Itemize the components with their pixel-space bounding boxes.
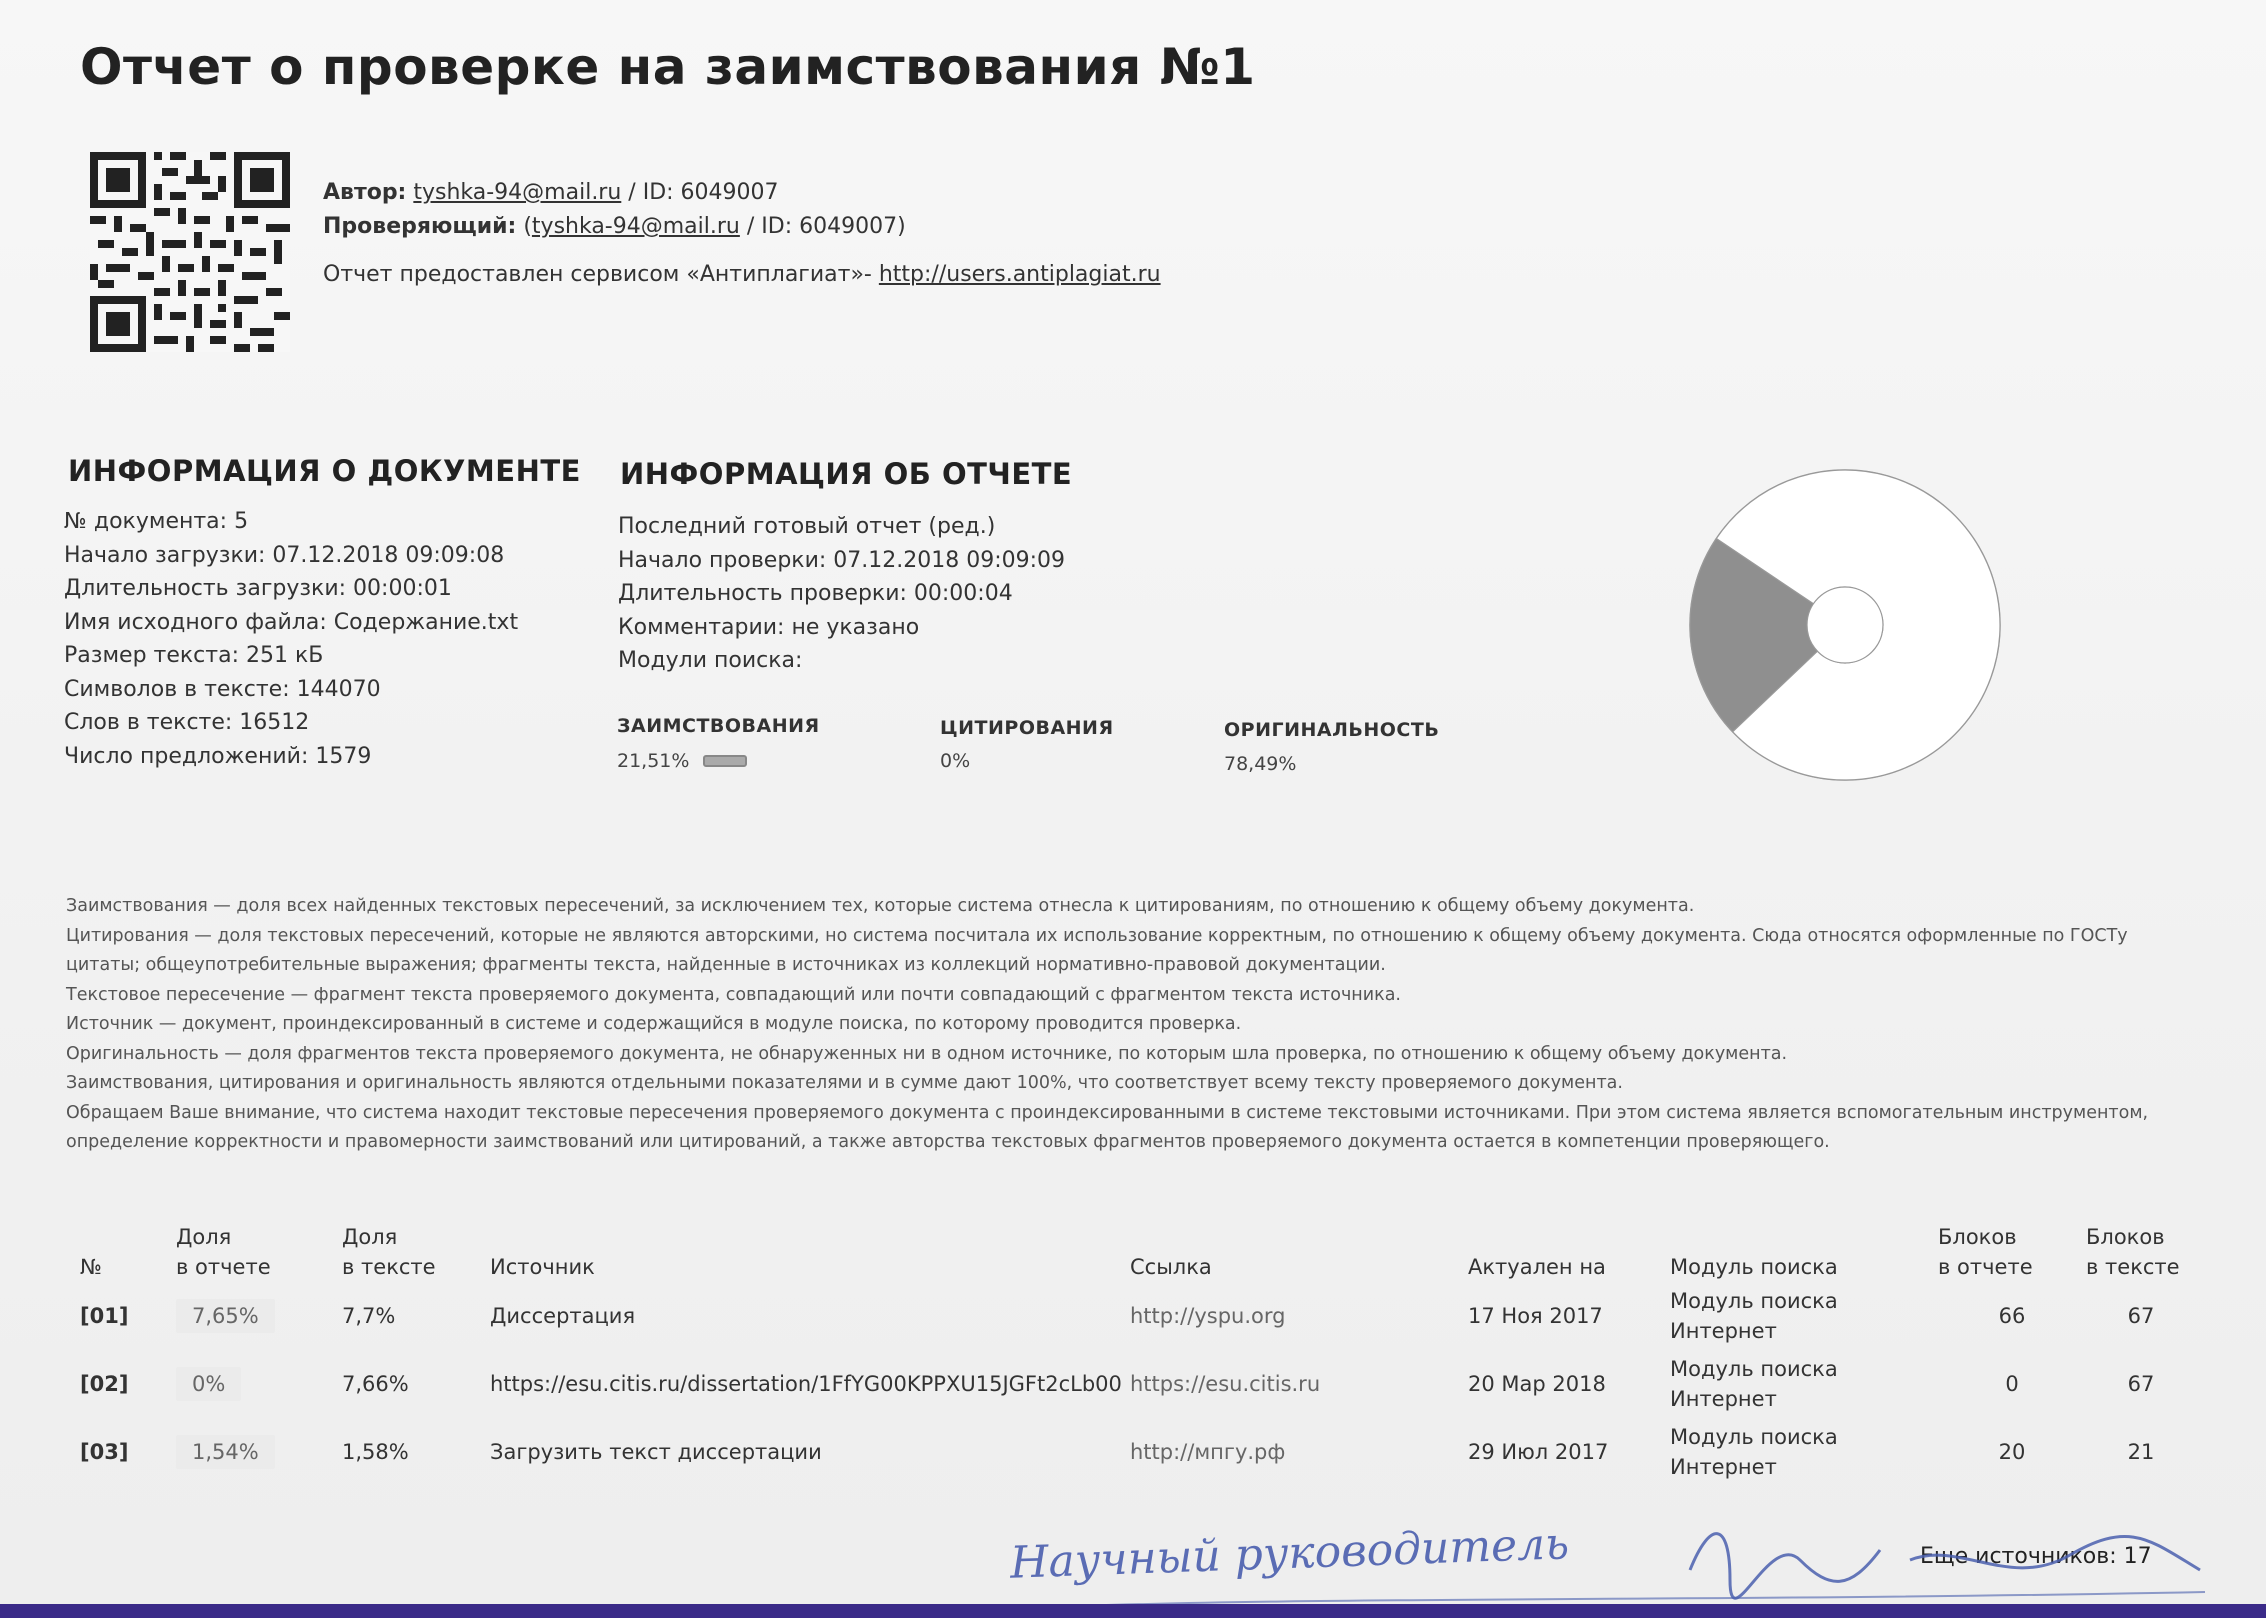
row-module-l1: Модуль поиска [1670,1357,1838,1381]
more-sources[interactable]: Еще источников: 17 [1920,1544,2152,1569]
row-date: 17 Ноя 2017 [1468,1304,1603,1328]
cite-value: 0% [940,750,971,772]
table-row [80,1418,2196,1486]
orig-label: ОРИГИНАЛЬНОСТЬ [1224,719,1440,741]
header-share-report-l1: Доля [176,1225,232,1249]
service-line [323,258,1161,292]
report-info-item: Длительность проверки: 00:00:04 [618,581,1013,606]
header-module-text: Модуль поиска [1670,1255,1838,1279]
author-id: / ID: 6049007 [628,180,779,205]
row-link[interactable]: https://esu.citis.ru [1130,1372,1321,1396]
row-blocks-text: 67 [2127,1372,2155,1396]
report-info-item: Комментарии: не указано [618,614,920,640]
borrow-value: 21,51% [617,750,690,772]
author-email-link[interactable]: tyshka-94@mail.ru [413,180,622,205]
header-link [1130,1222,1468,1282]
definition-paragraph: Заимствования — доля всех найденных текстовых пересечений, за исключением тех, которые система отнесла к цитированиям, по отношению к общему объему документа. [66,896,1695,916]
doc-info-item: Длительность загрузки: 00:00:01 [64,576,452,601]
row-source: Загрузить текст диссертации [490,1440,822,1464]
header-share-report-l2: в отчете [176,1255,271,1279]
header-source-text: Источник [490,1255,595,1279]
sources-table [80,1222,2196,1486]
definition-paragraph: Обращаем Ваше внимание, что система находит текстовые пересечения проверяемого документа с проиндексированными в системе текстовыми источниками. При этом система является вспомогательным инструментом, определение корректности и правомерности заимствований или цитирований, а также авторства текстовых фрагментов проверяемого документа остается в компетенции проверяющего. [66,1102,2149,1152]
row-share-text: 7,66% [342,1372,409,1396]
header-share-text-l1: Доля [342,1225,398,1249]
row-module [1670,1282,1938,1350]
row-share-report [176,1350,342,1418]
row-module-l1: Модуль поиска [1670,1289,1838,1313]
definition-paragraph: Заимствования, цитирования и оригинальность являются отдельными показателями и в сумме дают 100%, что соответствует всему тексту проверяемого документа. [66,1073,1623,1093]
share-report-pill: 0% [176,1367,241,1401]
header-module [1670,1222,1938,1282]
header-link-text: Ссылка [1130,1255,1212,1279]
handwritten-signature: Научный руководитель [1009,1518,1570,1589]
row-num: [03] [80,1440,129,1464]
doc-info-item: Начало загрузки: 07.12.2018 09:09:08 [64,542,505,568]
header-blocks-report-l1: Блоков [1938,1225,2017,1249]
header-blocks-text-l1: Блоков [2086,1225,2165,1249]
row-source: Диссертация [490,1304,636,1328]
row-source: https://esu.citis.ru/dissertation/1FfYG00KPPXU15JGFt2cLb00 [490,1372,1122,1396]
header-share-report [176,1222,342,1282]
author-line [323,176,1161,210]
row-share-report [176,1418,342,1486]
row-module-l2: Интернет [1670,1455,1777,1479]
doc-info-title: ИНФОРМАЦИЯ О ДОКУМЕНТЕ [68,454,581,488]
row-module [1670,1350,1938,1418]
row-blocks-text: 21 [2127,1440,2155,1464]
definition-paragraph: Цитирования — доля текстовых пересечений, которые не являются авторскими, но система посчитала их использование корректным, по отношению к общему объему документа. Сюда относятся оформленные по ГОСТу цитаты; общеупотребительные выражения; фрагменты текста, найденные в источниках из коллекций нормативно-правовой документации. [66,925,2128,975]
definition-paragraph: Текстовое пересечение — фрагмент текста проверяемого документа, совпадающий или почти совпадающий с фрагментом текста источника. [66,984,1401,1005]
header-num [80,1222,176,1282]
row-blocks-report: 66 [1998,1304,2026,1328]
definition-paragraph: Оригинальность — доля фрагментов текста проверяемого документа, не обнаруженных ни в одном источнике, по которым шла проверка, по отношению к общему объему документа. [66,1043,1788,1064]
header-share-text [342,1222,490,1282]
author-label: Автор: [323,180,407,205]
report-meta [323,176,1161,292]
report-info-list [618,510,1065,678]
header-blocks-text-l2: в тексте [2086,1255,2180,1279]
doc-info-item: № документа: 5 [64,509,249,534]
header-blocks-report-l2: в отчете [1938,1255,2033,1279]
row-module [1670,1418,1938,1486]
row-link[interactable]: http://мпгу.рф [1130,1440,1286,1464]
checker-id: / ID: 6049007) [746,214,906,239]
row-date: 20 Мар 2018 [1468,1372,1606,1396]
doc-info-list [64,505,518,773]
checker-line [323,210,1161,244]
row-date: 29 Июл 2017 [1468,1440,1609,1464]
page-title: Отчет о проверке на заимствования №1 [80,38,1256,96]
row-share-report [176,1282,342,1350]
header-date [1468,1222,1670,1282]
header-blocks-text [2086,1222,2196,1282]
checker-open: ( [523,214,532,239]
header-source [490,1222,1130,1282]
row-num: [02] [80,1372,129,1396]
row-share-text: 7,7% [342,1304,396,1328]
row-blocks-text: 67 [2127,1304,2155,1328]
header-num-text: № [80,1255,102,1279]
row-num: [01] [80,1304,129,1328]
borrow-bar [703,755,747,767]
table-row [80,1350,2196,1418]
checker-email-link[interactable]: tyshka-94@mail.ru [531,214,740,239]
row-link[interactable]: http://yspu.org [1130,1304,1286,1328]
qr-code [90,152,290,352]
service-link[interactable]: http://users.antiplagiat.ru [878,262,1161,287]
cite-label: ЦИТИРОВАНИЯ [940,717,1114,739]
report-info-item: Модули поиска: [618,648,803,673]
header-share-text-l2: в тексте [342,1255,436,1279]
checker-label: Проверяющий: [323,214,517,239]
share-report-pill: 7,65% [176,1299,275,1333]
row-share-text: 1,58% [342,1440,409,1464]
row-blocks-report: 0 [2005,1372,2019,1396]
row-module-l2: Интернет [1670,1387,1777,1411]
doc-info-item: Размер текста: 251 кБ [64,643,324,668]
definitions [66,892,2186,1158]
orig-value: 78,49% [1224,753,1297,775]
report-info-item: Начало проверки: 07.12.2018 09:09:09 [618,547,1066,573]
originality-donut-chart [1680,460,2010,790]
donut-hole [1807,587,1883,663]
header-blocks-report [1938,1222,2086,1282]
doc-info-item: Слов в тексте: 16512 [64,710,310,735]
table-row [80,1282,2196,1350]
doc-info-item: Символов в тексте: 144070 [64,676,381,702]
service-text: Отчет предоставлен сервисом «Антиплагиат»- [323,262,872,287]
row-module-l1: Модуль поиска [1670,1425,1838,1449]
doc-info-item: Имя исходного файла: Содержание.txt [64,609,519,635]
row-blocks-report: 20 [1998,1440,2026,1464]
signature-scribble [1010,1500,2210,1618]
table-header-row [80,1222,2196,1282]
header-date-text: Актуален на [1468,1255,1606,1279]
share-report-pill: 1,54% [176,1435,275,1469]
report-info-item: Последний готовый отчет (ред.) [618,514,996,539]
borrow-label: ЗАИМСТВОВАНИЯ [617,715,820,737]
doc-info-item: Число предложений: 1579 [64,743,372,769]
definition-paragraph: Источник — документ, проиндексированный в системе и содержащийся в модуле поиска, по которому проводится проверка. [66,1014,1242,1034]
row-module-l2: Интернет [1670,1319,1777,1343]
report-info-title: ИНФОРМАЦИЯ ОБ ОТЧЕТЕ [620,457,1073,491]
page-edge-stripe [0,1604,2266,1618]
